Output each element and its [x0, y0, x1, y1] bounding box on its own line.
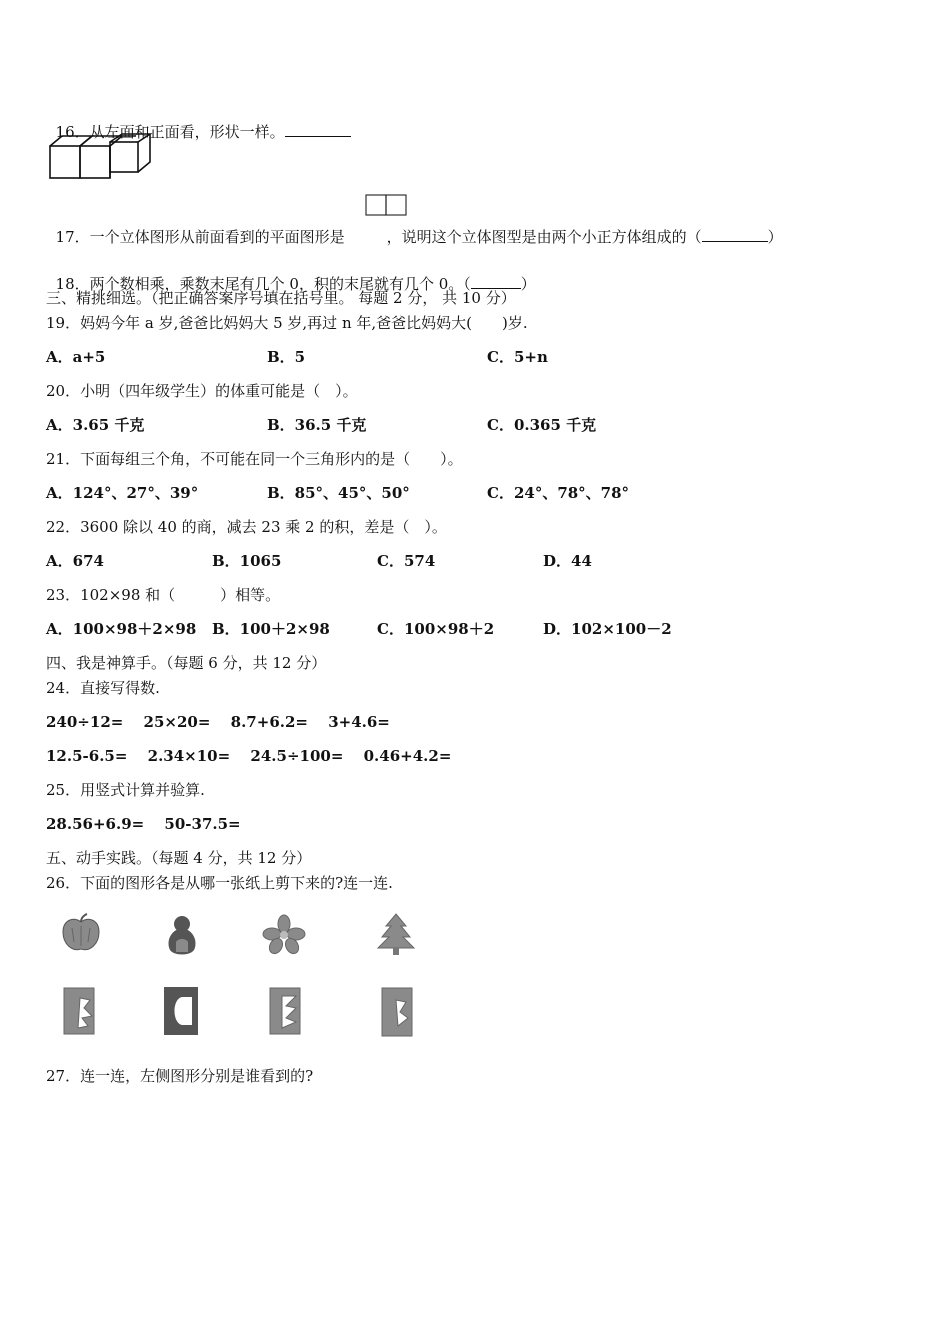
- answer-blank[interactable]: [702, 227, 768, 242]
- question-16-text: 16．从左面和正面看，形状一样。: [55, 123, 285, 141]
- apple-shape-icon: [60, 912, 102, 954]
- q22-option-b[interactable]: B．1065: [212, 552, 282, 570]
- question-20-text: 20．小明（四年级学生）的体重可能是（ ）。: [46, 382, 358, 400]
- paper-sheet-1-icon: [62, 986, 96, 1036]
- q20-option-a[interactable]: A．3.65 千克: [46, 416, 145, 434]
- q23-option-b[interactable]: B．100＋2×98: [212, 620, 330, 638]
- answer-blank[interactable]: [285, 122, 351, 137]
- section-3-title: 三、精挑细选。（把正确答案序号填在括号里。 每题 2 分， 共 10 分）: [46, 289, 516, 307]
- flower-shape-icon: [262, 914, 306, 954]
- question-21-text: 21．下面每组三个角，不可能在同一个三角形内的是（ ）。: [46, 450, 463, 468]
- cubes-figure: [48, 132, 152, 182]
- question-17: [46, 207, 783, 247]
- q21-option-a[interactable]: A．124°、27°、39°: [46, 484, 199, 502]
- question-18-text: 18．两个数相乘，乘数末尾有几个 0，积的末尾就有几个 0。（: [55, 275, 471, 293]
- two-squares-figure: [365, 194, 407, 216]
- q19-option-c[interactable]: C．5+n: [487, 348, 548, 366]
- q23-option-a[interactable]: A．100×98＋2×98: [46, 620, 197, 638]
- q24-row-2: 12.5-6.5= 2.34×10= 24.5÷100= 0.46+4.2=: [46, 747, 452, 765]
- q21-option-b[interactable]: B．85°、45°、50°: [267, 484, 410, 502]
- q19-option-b[interactable]: B．5: [267, 348, 306, 366]
- q22-option-c[interactable]: C．574: [377, 552, 436, 570]
- q20-option-b[interactable]: B．36.5 千克: [267, 416, 367, 434]
- q22-option-d[interactable]: D．44: [543, 552, 592, 570]
- q22-option-a[interactable]: A．674: [46, 552, 104, 570]
- question-27-text: 27．连一连，左侧图形分别是谁看到的?: [46, 1067, 314, 1085]
- q21-option-c[interactable]: C．24°、78°、78°: [487, 484, 630, 502]
- close-paren: ）: [520, 275, 536, 293]
- question-22-text: 22．3600 除以 40 的商，减去 23 乘 2 的积，差是（ ）。: [46, 518, 447, 536]
- close-paren: ）: [767, 228, 783, 246]
- section-5-title: 五、动手实践。（每题 4 分，共 12 分）: [46, 849, 312, 867]
- question-24-text: 24．直接写得数.: [46, 679, 160, 697]
- q23-option-d[interactable]: D．102×100－2: [543, 620, 672, 638]
- question-23-text: 23．102×98 和（ ）相等。: [46, 586, 281, 604]
- paper-sheet-4-icon: [380, 986, 414, 1038]
- q20-option-c[interactable]: C．0.365 千克: [487, 416, 597, 434]
- question-19-text: 19．妈妈今年 a 岁,爸爸比妈妈大 5 岁,再过 n 年,爸爸比妈妈大( )岁.: [46, 314, 528, 332]
- q23-option-c[interactable]: C．100×98＋2: [377, 620, 495, 638]
- paper-sheet-2-icon: [162, 985, 200, 1037]
- paper-sheet-3-icon: [268, 986, 302, 1036]
- tree-shape-icon: [376, 912, 416, 956]
- question-17-text-2: ，说明这个立体图型是由两个小正方体组成的（: [386, 228, 702, 246]
- q25-row-1: 28.56+6.9= 50-37.5=: [46, 815, 241, 833]
- answer-blank[interactable]: [471, 274, 521, 289]
- question-17-text: 17．一个立体图形从前面看到的平面图形是: [55, 228, 345, 246]
- gourd-shape-icon: [164, 912, 200, 956]
- question-26-text: 26．下面的图形各是从哪一张纸上剪下来的?连一连.: [46, 874, 393, 892]
- q24-row-1: 240÷12= 25×20= 8.7+6.2= 3+4.6=: [46, 713, 390, 731]
- section-4-title: 四、我是神算手。（每题 6 分，共 12 分）: [46, 654, 327, 672]
- q19-option-a[interactable]: A．a+5: [46, 348, 106, 366]
- question-25-text: 25．用竖式计算并验算.: [46, 781, 205, 799]
